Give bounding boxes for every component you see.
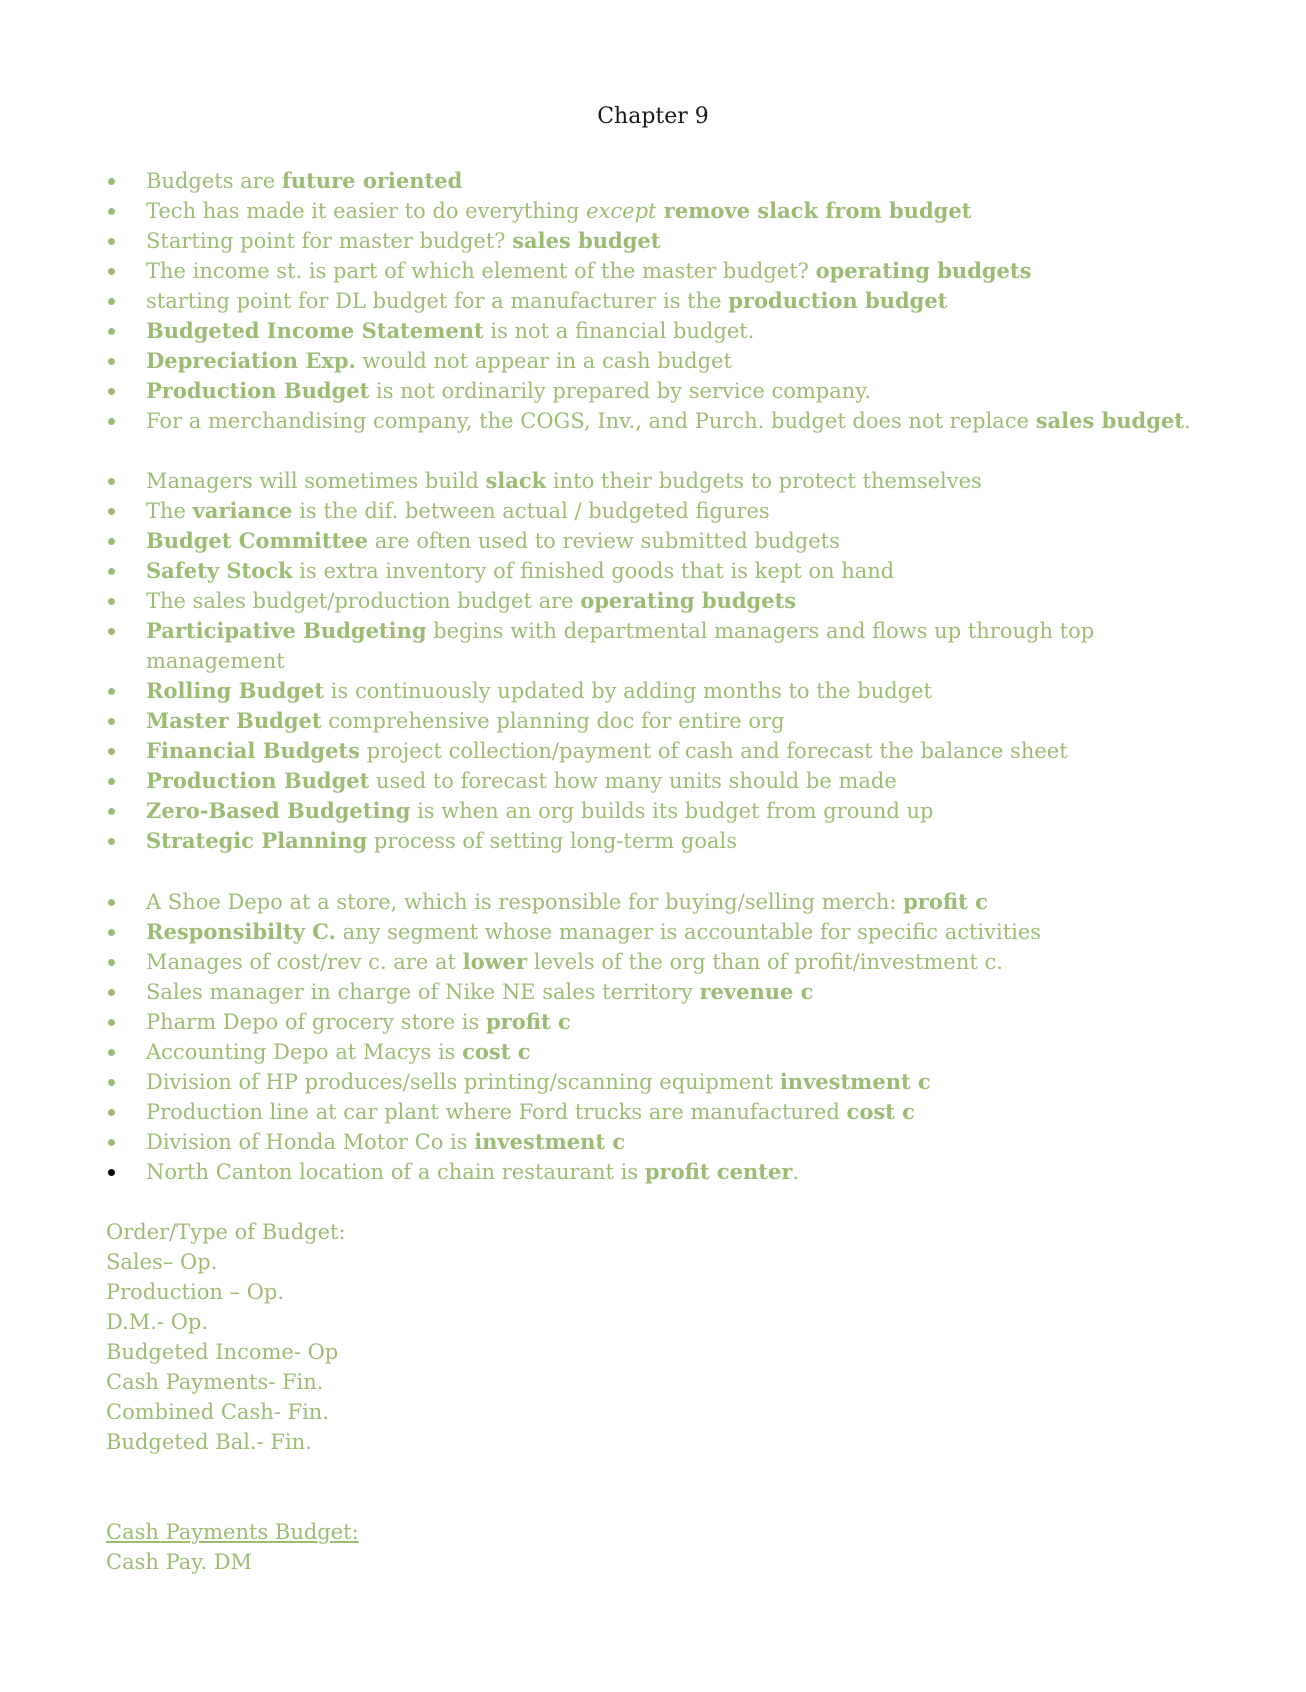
order-item: Budgeted Bal.- Fin.	[106, 1430, 312, 1454]
bullet-item	[106, 346, 1216, 376]
bullet-item	[106, 586, 1216, 616]
bullet-item	[106, 977, 1216, 1007]
bullet-text: is not ordinarily prepared by service company.	[369, 379, 872, 403]
bullet-keyword: Rolling Budget	[146, 678, 325, 703]
bullet-item	[106, 166, 1216, 196]
bullet-dot-icon	[108, 358, 115, 365]
bullet-item	[106, 1037, 1216, 1067]
order-item: Sales– Op.	[106, 1250, 218, 1274]
bullet-dot-icon	[108, 238, 115, 245]
bullet-keyword: investment c	[779, 1069, 931, 1094]
bullet-text: Division of HP produces/sells printing/scanning equipment	[146, 1070, 780, 1094]
order-item: Combined Cash- Fin.	[106, 1400, 330, 1424]
bullet-dot-icon	[108, 178, 115, 185]
bullet-keyword: Production Budget	[146, 378, 370, 403]
bullet-item	[106, 406, 1216, 436]
bullet-text: Division of Honda Motor Co is	[146, 1130, 475, 1154]
bullet-dot-icon	[108, 418, 115, 425]
cash-payments-section	[106, 1517, 359, 1577]
order-item: Production – Op.	[106, 1280, 285, 1304]
bullet-dot-icon	[108, 538, 115, 545]
bullet-dot-icon	[108, 1079, 115, 1086]
bullet-text: comprehensive planning doc for entire org	[321, 709, 785, 733]
bullet-keyword: cost c	[462, 1039, 531, 1064]
bullet-keyword: remove slack from budget	[656, 198, 972, 223]
bullet-text: used to forecast how many units should be made	[369, 769, 897, 793]
bullet-dot-icon	[108, 959, 115, 966]
bullet-text: project collection/payment of cash and forecast the balance sheet	[359, 739, 1068, 763]
order-item: Cash Payments- Fin.	[106, 1370, 324, 1394]
bullet-keyword: Depreciation Exp.	[146, 348, 356, 373]
bullet-dot-icon	[108, 1169, 115, 1176]
bullet-text: For a merchandising company, the COGS, Inv., and Purch. budget does not replace	[146, 409, 1036, 433]
bullet-text: Managers will sometimes build	[146, 469, 486, 493]
bullet-list-budget-basics	[106, 166, 1216, 436]
bullet-text: .	[792, 1160, 800, 1184]
bullet-item	[106, 826, 1216, 856]
bullet-dot-icon	[108, 838, 115, 845]
bullet-keyword: Financial Budgets	[146, 738, 360, 763]
bullet-keyword: profit center	[644, 1159, 793, 1184]
bullet-item	[106, 1007, 1216, 1037]
bullet-keyword: operating budgets	[580, 588, 797, 613]
bullet-item	[106, 496, 1216, 526]
bullet-keyword: lower	[462, 949, 528, 974]
bullet-keyword: Zero-Based Budgeting	[146, 798, 411, 823]
bullet-list-responsibility-centers	[106, 887, 1216, 1187]
bullet-keyword: future oriented	[281, 168, 463, 193]
bullet-dot-icon	[108, 1049, 115, 1056]
bullet-item	[106, 316, 1216, 346]
bullet-text: is continuously updated by adding months to the budget	[324, 679, 932, 703]
bullet-keyword: revenue c	[699, 979, 814, 1004]
bullet-dot-icon	[108, 628, 115, 635]
bullet-dot-icon	[108, 268, 115, 275]
bullet-item	[106, 196, 1216, 226]
bullet-keyword: cost c	[846, 1099, 915, 1124]
bullet-keyword: Budget Committee	[146, 528, 369, 553]
bullet-keyword: operating budgets	[815, 258, 1032, 283]
bullet-item	[106, 286, 1216, 316]
bullet-text: The	[146, 499, 193, 523]
bullet-text: Sales manager in charge of Nike NE sales territory	[146, 980, 700, 1004]
bullet-text: .	[1184, 409, 1191, 433]
page-title: Chapter 9	[597, 104, 709, 129]
bullet-keyword: profit c	[485, 1009, 571, 1034]
bullet-dot-icon	[108, 929, 115, 936]
bullet-item	[106, 1097, 1216, 1127]
bullet-item	[106, 1127, 1216, 1157]
bullet-keyword: Master Budget	[146, 708, 322, 733]
bullet-text: would not appear in a cash budget	[355, 349, 732, 373]
bullet-dot-icon	[108, 1019, 115, 1026]
bullet-keyword: sales budget	[512, 228, 661, 253]
bullet-item	[106, 466, 1216, 496]
bullet-dot-icon	[108, 688, 115, 695]
bullet-text: begins with departmental managers and flows up through top management	[146, 619, 1095, 673]
bullet-keyword: production budget	[728, 288, 948, 313]
bullet-item	[106, 796, 1216, 826]
bullet-item	[106, 226, 1216, 256]
bullet-item	[106, 706, 1216, 736]
bullet-keyword: Responsibilty C.	[146, 919, 336, 944]
bullet-text: Manages of cost/rev c. are at	[146, 950, 463, 974]
bullet-text: is when an org builds its budget from ground up	[410, 799, 934, 823]
bullet-item	[106, 676, 1216, 706]
bullet-dot-icon	[108, 328, 115, 335]
bullet-text: North Canton location of a chain restaurant is	[146, 1160, 645, 1184]
bullet-text: The income st. is part of which element of the master budget?	[146, 259, 816, 283]
bullet-text: any segment whose manager is accountable for specific activities	[335, 920, 1042, 944]
bullet-text: Accounting Depo at Macys is	[146, 1040, 463, 1064]
bullet-text: is the dif. between actual / budgeted figures	[292, 499, 770, 523]
bullet-text: The sales budget/production budget are	[146, 589, 581, 613]
bullet-item	[106, 556, 1216, 586]
bullet-item	[106, 766, 1216, 796]
bullet-keyword: slack	[485, 468, 547, 493]
bullet-keyword: Participative Budgeting	[146, 618, 427, 643]
bullet-item	[106, 526, 1216, 556]
bullet-text: is not a financial budget.	[483, 319, 755, 343]
bullet-dot-icon	[108, 989, 115, 996]
bullet-keyword: Production Budget	[146, 768, 370, 793]
bullet-dot-icon	[108, 208, 115, 215]
bullet-item	[106, 887, 1216, 917]
bullet-text: into their budgets to protect themselves	[546, 469, 982, 493]
order-item: D.M.- Op.	[106, 1310, 209, 1334]
bullet-text: process of setting long-term goals	[367, 829, 737, 853]
bullet-item	[106, 1067, 1216, 1097]
bullet-keyword: profit c	[903, 889, 988, 914]
bullet-dot-icon	[108, 808, 115, 815]
bullet-dot-icon	[108, 718, 115, 725]
bullet-dot-icon	[108, 568, 115, 575]
bullet-dot-icon	[108, 298, 115, 305]
bullet-emphasis: except	[586, 199, 657, 223]
bullet-dot-icon	[108, 778, 115, 785]
bullet-item	[106, 947, 1216, 977]
bullet-text: is extra inventory of finished goods that is kept on hand	[292, 559, 895, 583]
bullet-dot-icon	[108, 1109, 115, 1116]
bullet-item	[106, 917, 1216, 947]
bullet-list-budget-terms	[106, 466, 1216, 856]
bullet-dot-icon	[108, 748, 115, 755]
bullet-text: are often used to review submitted budgets	[368, 529, 840, 553]
bullet-dot-icon	[108, 478, 115, 485]
cash-payments-line: Cash Pay. DM	[106, 1550, 253, 1574]
bullet-dot-icon	[108, 1139, 115, 1146]
bullet-text: Tech has made it easier to do everything	[146, 199, 587, 223]
bullet-dot-icon	[108, 899, 115, 906]
bullet-text: Starting point for master budget?	[146, 229, 513, 253]
bullet-item	[106, 256, 1216, 286]
bullet-text: Pharm Depo of grocery store is	[146, 1010, 486, 1034]
order-item: Budgeted Income- Op	[106, 1340, 339, 1364]
bullet-keyword: Safety Stock	[146, 558, 293, 583]
bullet-text: starting point for DL budget for a manufacturer is the	[146, 289, 729, 313]
bullet-item	[106, 376, 1216, 406]
bullet-text: A Shoe Depo at a store, which is responsible for buying/selling merch:	[146, 890, 904, 914]
bullet-keyword: variance	[192, 498, 293, 523]
bullet-item	[106, 1157, 1216, 1187]
bullet-item	[106, 736, 1216, 766]
cash-payments-heading: Cash Payments Budget:	[106, 1520, 359, 1544]
order-of-budgets	[106, 1217, 346, 1457]
bullet-item	[106, 616, 1216, 676]
bullet-text: levels of the org than of profit/investment c.	[527, 950, 1003, 974]
order-heading: Order/Type of Budget:	[106, 1220, 346, 1244]
bullet-dot-icon	[108, 508, 115, 515]
bullet-dot-icon	[108, 388, 115, 395]
bullet-keyword: Budgeted Income Statement	[146, 318, 484, 343]
bullet-text: Budgets are	[146, 169, 282, 193]
bullet-dot-icon	[108, 598, 115, 605]
bullet-keyword: Strategic Planning	[146, 828, 368, 853]
bullet-text: Production line at car plant where Ford trucks are manufactured	[146, 1100, 847, 1124]
bullet-keyword: investment c	[474, 1129, 626, 1154]
bullet-keyword: sales budget	[1035, 408, 1184, 433]
